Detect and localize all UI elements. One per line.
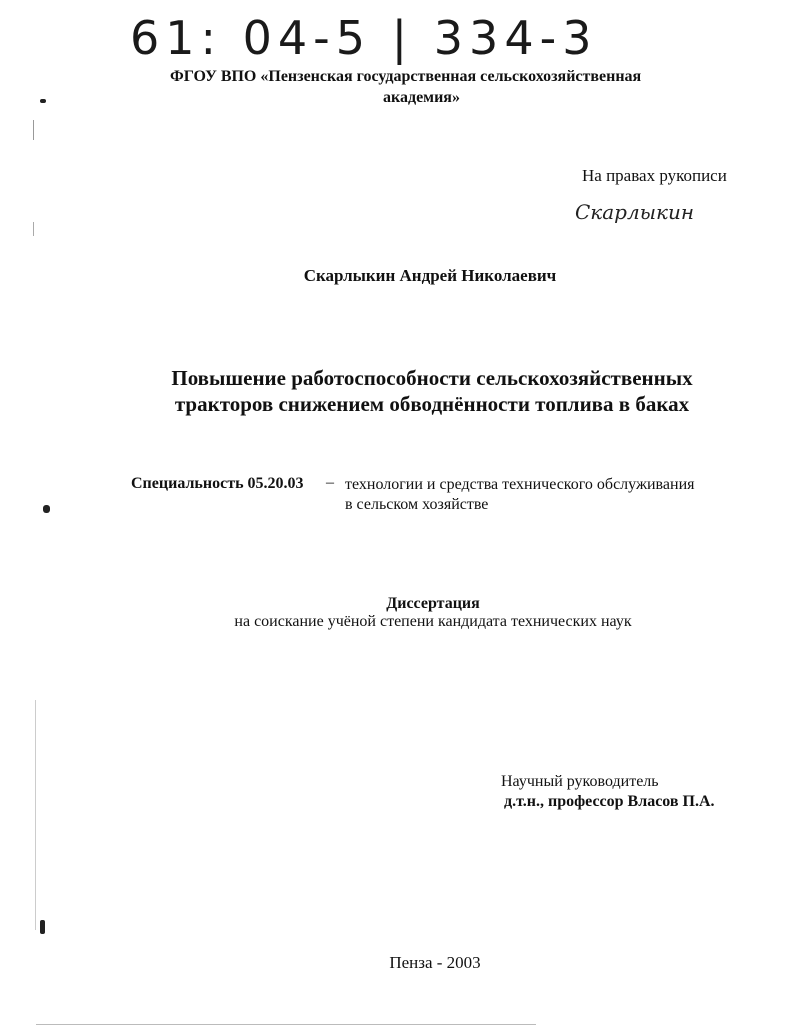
handwritten-signature: Скарлыкин bbox=[575, 200, 694, 224]
scan-artifact-dot bbox=[40, 99, 46, 103]
place-year: Пенза - 2003 bbox=[389, 953, 481, 972]
specialty-text-line-1: технологии и средства технического обслуживания bbox=[345, 476, 695, 493]
document-type: Диссертация bbox=[386, 595, 480, 612]
document-purpose: на соискание учёной степени кандидата технических наук bbox=[234, 613, 632, 630]
scan-artifact-bottom-line bbox=[36, 1024, 536, 1025]
scan-artifact-line bbox=[35, 700, 36, 930]
author-name: Скарлыкин Андрей Николаевич bbox=[303, 266, 557, 285]
advisor-name: д.т.н., профессор Власов П.А. bbox=[504, 793, 715, 810]
specialty-text-line-2: в сельском хозяйстве bbox=[345, 496, 489, 513]
specialty-dash: – bbox=[326, 474, 334, 491]
scan-artifact-mark bbox=[40, 920, 45, 934]
institution-line-2: академия» bbox=[383, 89, 460, 106]
specialty-label: Специальность 05.20.03 bbox=[131, 475, 304, 492]
advisor-label: Научный руководитель bbox=[501, 773, 659, 790]
title-line-2: тракторов снижением обводнённости топлива в баках bbox=[174, 392, 690, 416]
institution-line-1: ФГОУ ВПО «Пензенская государственная сельскохозяйственная bbox=[170, 68, 642, 85]
scan-artifact-line bbox=[33, 120, 34, 140]
rights-note: На правах рукописи bbox=[582, 166, 727, 185]
handwritten-archive-code: 61: 04-5 | 334-3 bbox=[130, 11, 598, 65]
scan-artifact-mark bbox=[43, 505, 50, 513]
scan-artifact-line bbox=[33, 222, 34, 236]
title-line-1: Повышение работоспособности сельскохозяйственных bbox=[171, 366, 693, 390]
